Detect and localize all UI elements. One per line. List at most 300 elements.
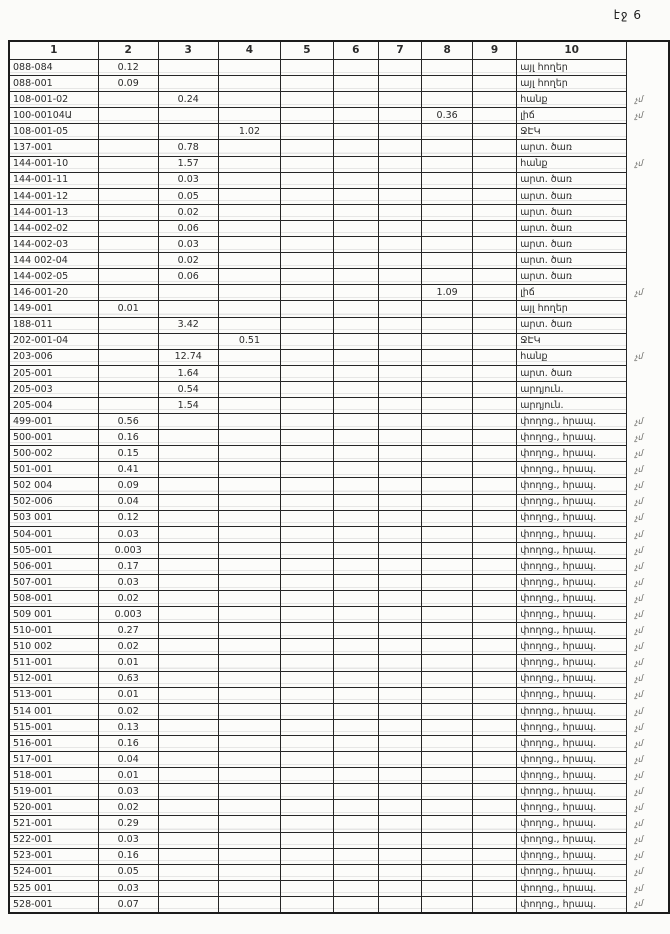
value-cell: [378, 430, 421, 446]
table-row: [9, 735, 669, 751]
parcel-code-cell: 521-001: [9, 816, 98, 832]
value-cell: [158, 880, 218, 896]
margin-note-glyph: չմ: [634, 625, 644, 636]
value-cell: [218, 220, 280, 236]
land-type-cell: արտ. ծառ: [517, 269, 627, 285]
value-cell: [218, 542, 280, 558]
value-cell: [333, 494, 378, 510]
value-cell: [422, 172, 473, 188]
land-type-cell: փողոց., հրապ.: [517, 832, 627, 848]
parcel-code-cell: 088-084: [9, 60, 98, 76]
value-cell: [218, 349, 280, 365]
table-row: [9, 446, 669, 462]
value-cell: [378, 542, 421, 558]
table-row: [9, 172, 669, 188]
land-type-cell: փողոց., հրապ.: [517, 446, 627, 462]
parcel-code-cell: 205-001: [9, 365, 98, 381]
table-row: [9, 156, 669, 172]
handwritten-margin-note: [627, 800, 669, 816]
value-cell: 0.03: [98, 880, 158, 896]
value-cell: [378, 172, 421, 188]
value-cell: [281, 784, 334, 800]
value-cell: 0.02: [98, 639, 158, 655]
handwritten-margin-note: [627, 784, 669, 800]
value-cell: [422, 349, 473, 365]
value-cell: [218, 237, 280, 253]
parcel-code-cell: 507-001: [9, 575, 98, 591]
value-cell: [218, 462, 280, 478]
value-cell: [422, 478, 473, 494]
land-type-cell: արտ. ծառ: [517, 140, 627, 156]
value-cell: [158, 719, 218, 735]
value-cell: [378, 639, 421, 655]
parcel-code-cell: 144-002-03: [9, 237, 98, 253]
value-cell: [281, 591, 334, 607]
land-type-cell: փողոց., հրապ.: [517, 575, 627, 591]
value-cell: [158, 800, 218, 816]
value-cell: [333, 880, 378, 896]
table-row: [9, 639, 669, 655]
value-cell: [378, 397, 421, 413]
value-cell: [98, 156, 158, 172]
handwritten-margin-note: [627, 607, 669, 623]
value-cell: [158, 848, 218, 864]
margin-note-glyph: չմ: [634, 561, 644, 572]
value-cell: [158, 607, 218, 623]
value-cell: [422, 768, 473, 784]
handwritten-margin-note: [627, 92, 669, 108]
value-cell: [378, 237, 421, 253]
handwritten-margin-note: [627, 768, 669, 784]
value-cell: [472, 542, 516, 558]
value-cell: [218, 719, 280, 735]
land-type-cell: արդյուն.: [517, 381, 627, 397]
land-type-cell: հանք: [517, 349, 627, 365]
margin-note-glyph: չմ: [634, 898, 644, 909]
value-cell: [158, 333, 218, 349]
value-cell: [472, 188, 516, 204]
value-cell: [98, 381, 158, 397]
value-cell: [378, 719, 421, 735]
value-cell: [422, 526, 473, 542]
value-cell: [472, 687, 516, 703]
value-cell: [378, 333, 421, 349]
margin-note-glyph: չմ: [634, 480, 644, 491]
parcel-code-cell: 519-001: [9, 784, 98, 800]
value-cell: [218, 381, 280, 397]
parcel-code-cell: 504-001: [9, 526, 98, 542]
value-cell: [378, 60, 421, 76]
value-cell: [281, 462, 334, 478]
value-cell: [472, 768, 516, 784]
value-cell: [472, 414, 516, 430]
value-cell: [218, 558, 280, 574]
land-type-cell: փողոց., հրապ.: [517, 494, 627, 510]
value-cell: 0.01: [98, 655, 158, 671]
value-cell: [422, 494, 473, 510]
parcel-code-cell: 522-001: [9, 832, 98, 848]
land-type-cell: փողոց., հրապ.: [517, 703, 627, 719]
value-cell: [472, 832, 516, 848]
value-cell: [422, 558, 473, 574]
handwritten-margin-note: [627, 575, 669, 591]
handwritten-margin-note: [627, 172, 669, 188]
parcel-code-cell: 523-001: [9, 848, 98, 864]
margin-note-glyph: չմ: [634, 706, 644, 717]
value-cell: [378, 591, 421, 607]
value-cell: 0.36: [422, 108, 473, 124]
parcel-code-cell: 137-001: [9, 140, 98, 156]
value-cell: [333, 140, 378, 156]
value-cell: [378, 92, 421, 108]
value-cell: 0.003: [98, 607, 158, 623]
value-cell: [98, 333, 158, 349]
value-cell: [422, 832, 473, 848]
value-cell: [218, 76, 280, 92]
table-row: [9, 832, 669, 848]
value-cell: [333, 414, 378, 430]
land-type-cell: փողոց., հրապ.: [517, 623, 627, 639]
handwritten-margin-note: [627, 542, 669, 558]
handwritten-margin-note: [627, 462, 669, 478]
margin-note-glyph: չմ: [634, 448, 644, 459]
value-cell: [378, 752, 421, 768]
handwritten-margin-note: [627, 333, 669, 349]
land-type-cell: փողոց., հրապ.: [517, 768, 627, 784]
handwritten-margin-note: [627, 430, 669, 446]
table-body: [9, 60, 669, 913]
value-cell: [281, 816, 334, 832]
column-header-2: 2: [98, 41, 158, 60]
value-cell: [422, 446, 473, 462]
land-type-cell: փողոց., հրապ.: [517, 414, 627, 430]
value-cell: [218, 848, 280, 864]
land-type-cell: լիճ: [517, 108, 627, 124]
value-cell: [281, 124, 334, 140]
value-cell: [422, 124, 473, 140]
table-row: [9, 92, 669, 108]
value-cell: [378, 671, 421, 687]
value-cell: [378, 301, 421, 317]
value-cell: [333, 172, 378, 188]
value-cell: [472, 301, 516, 317]
value-cell: [472, 253, 516, 269]
value-cell: [158, 752, 218, 768]
parcel-code-cell: 499-001: [9, 414, 98, 430]
value-cell: [218, 623, 280, 639]
value-cell: [218, 607, 280, 623]
parcel-code-cell: 505-001: [9, 542, 98, 558]
value-cell: [472, 575, 516, 591]
value-cell: 0.03: [98, 784, 158, 800]
value-cell: [281, 108, 334, 124]
value-cell: [98, 285, 158, 301]
table-row: [9, 60, 669, 76]
value-cell: [472, 92, 516, 108]
value-cell: [378, 381, 421, 397]
value-cell: [98, 253, 158, 269]
value-cell: 0.29: [98, 816, 158, 832]
value-cell: [378, 285, 421, 301]
value-cell: [333, 269, 378, 285]
value-cell: 0.01: [98, 768, 158, 784]
value-cell: [378, 140, 421, 156]
value-cell: [98, 269, 158, 285]
value-cell: [422, 623, 473, 639]
land-type-cell: այլ հողեր: [517, 301, 627, 317]
handwritten-margin-note: [627, 816, 669, 832]
land-type-cell: լիճ: [517, 285, 627, 301]
handwritten-margin-note: [627, 220, 669, 236]
margin-note-glyph: չմ: [634, 867, 644, 877]
value-cell: [333, 397, 378, 413]
value-cell: 3.42: [158, 317, 218, 333]
handwritten-margin-note: [627, 687, 669, 703]
value-cell: 0.16: [98, 848, 158, 864]
column-header-9: 9: [472, 41, 516, 60]
parcel-code-cell: 188-011: [9, 317, 98, 333]
handwritten-margin-note: [627, 623, 669, 639]
value-cell: [378, 687, 421, 703]
value-cell: [422, 301, 473, 317]
land-type-cell: փողոց., հրապ.: [517, 752, 627, 768]
value-cell: 0.01: [98, 687, 158, 703]
land-type-cell: արտ. ծառ: [517, 220, 627, 236]
value-cell: [158, 896, 218, 913]
land-type-cell: փողոց., հրապ.: [517, 687, 627, 703]
value-cell: 1.02: [218, 124, 280, 140]
value-cell: [472, 719, 516, 735]
value-cell: [281, 381, 334, 397]
handwritten-margin-note: [627, 237, 669, 253]
table-row: [9, 687, 669, 703]
margin-note-glyph: չմ: [634, 689, 644, 700]
value-cell: [281, 832, 334, 848]
margin-note-glyph: չմ: [634, 641, 644, 652]
parcel-code-cell: 518-001: [9, 768, 98, 784]
land-type-cell: փողոց., հրապ.: [517, 848, 627, 864]
parcel-code-cell: 506-001: [9, 558, 98, 574]
value-cell: [472, 800, 516, 816]
table-row: [9, 333, 669, 349]
value-cell: 0.13: [98, 719, 158, 735]
value-cell: [333, 253, 378, 269]
value-cell: [378, 832, 421, 848]
value-cell: [422, 333, 473, 349]
handwritten-margin-note: [627, 510, 669, 526]
value-cell: [422, 703, 473, 719]
margin-note-glyph: չմ: [634, 609, 644, 620]
value-cell: [158, 575, 218, 591]
value-cell: [218, 172, 280, 188]
value-cell: 1.54: [158, 397, 218, 413]
value-cell: 0.09: [98, 76, 158, 92]
value-cell: [472, 526, 516, 542]
table-row: [9, 800, 669, 816]
value-cell: [218, 204, 280, 220]
value-cell: [281, 188, 334, 204]
land-type-cell: արտ. ծառ: [517, 188, 627, 204]
handwritten-margin-note: [627, 703, 669, 719]
margin-note-glyph: չմ: [634, 287, 644, 298]
value-cell: [218, 301, 280, 317]
value-cell: [422, 60, 473, 76]
value-cell: [422, 462, 473, 478]
value-cell: [281, 446, 334, 462]
value-cell: [281, 430, 334, 446]
value-cell: [281, 92, 334, 108]
value-cell: [281, 317, 334, 333]
margin-note-glyph: չմ: [634, 834, 644, 845]
header-row: [9, 41, 669, 60]
table-row: [9, 317, 669, 333]
value-cell: 0.24: [158, 92, 218, 108]
margin-column-spacer: [627, 41, 669, 60]
value-cell: 0.02: [158, 204, 218, 220]
value-cell: [281, 558, 334, 574]
column-header-7: 7: [378, 41, 421, 60]
value-cell: [472, 397, 516, 413]
value-cell: [218, 60, 280, 76]
value-cell: [422, 76, 473, 92]
value-cell: [422, 639, 473, 655]
value-cell: [281, 880, 334, 896]
land-type-cell: փողոց., հրապ.: [517, 864, 627, 880]
table-row: [9, 526, 669, 542]
value-cell: 0.78: [158, 140, 218, 156]
value-cell: [422, 237, 473, 253]
land-type-cell: փողոց., հրապ.: [517, 784, 627, 800]
value-cell: [378, 462, 421, 478]
parcel-code-cell: 517-001: [9, 752, 98, 768]
value-cell: [472, 349, 516, 365]
table-row: [9, 365, 669, 381]
value-cell: [378, 784, 421, 800]
value-cell: [98, 140, 158, 156]
table-row: [9, 816, 669, 832]
value-cell: [472, 237, 516, 253]
value-cell: [281, 478, 334, 494]
value-cell: [378, 607, 421, 623]
land-type-cell: փողոց., հրապ.: [517, 526, 627, 542]
value-cell: [281, 237, 334, 253]
value-cell: [158, 542, 218, 558]
value-cell: [333, 639, 378, 655]
value-cell: [218, 510, 280, 526]
value-cell: [378, 478, 421, 494]
handwritten-margin-note: [627, 478, 669, 494]
value-cell: [333, 575, 378, 591]
value-cell: [472, 60, 516, 76]
value-cell: [218, 832, 280, 848]
value-cell: [333, 784, 378, 800]
value-cell: [158, 526, 218, 542]
handwritten-margin-note: [627, 349, 669, 365]
value-cell: 0.02: [98, 800, 158, 816]
value-cell: [378, 623, 421, 639]
column-header-4: 4: [218, 41, 280, 60]
value-cell: [378, 365, 421, 381]
table-row: [9, 478, 669, 494]
value-cell: [422, 542, 473, 558]
value-cell: [98, 220, 158, 236]
land-type-cell: փողոց., հրապ.: [517, 462, 627, 478]
value-cell: [422, 140, 473, 156]
parcel-code-cell: 100-00104Ա: [9, 108, 98, 124]
table-row: [9, 430, 669, 446]
land-type-cell: փողոց., հրապ.: [517, 655, 627, 671]
handwritten-margin-note: [627, 639, 669, 655]
value-cell: [422, 816, 473, 832]
handwritten-margin-note: [627, 156, 669, 172]
value-cell: [378, 816, 421, 832]
value-cell: [378, 800, 421, 816]
parcel-code-cell: 510-001: [9, 623, 98, 639]
value-cell: [333, 220, 378, 236]
value-cell: [98, 397, 158, 413]
value-cell: [472, 735, 516, 751]
value-cell: [158, 414, 218, 430]
value-cell: [333, 735, 378, 751]
table-row: [9, 108, 669, 124]
value-cell: [218, 735, 280, 751]
table-row: [9, 414, 669, 430]
value-cell: [422, 253, 473, 269]
value-cell: [281, 639, 334, 655]
value-cell: [333, 237, 378, 253]
value-cell: [378, 558, 421, 574]
value-cell: [422, 575, 473, 591]
value-cell: 0.05: [158, 188, 218, 204]
parcel-code-cell: 088-001: [9, 76, 98, 92]
parcel-code-cell: 525 001: [9, 880, 98, 896]
table-row: [9, 591, 669, 607]
handwritten-margin-note: [627, 735, 669, 751]
value-cell: [281, 60, 334, 76]
value-cell: [158, 446, 218, 462]
table-row: [9, 220, 669, 236]
value-cell: [333, 462, 378, 478]
table-row: [9, 124, 669, 140]
parcel-code-cell: 515-001: [9, 719, 98, 735]
handwritten-margin-note: [627, 880, 669, 896]
value-cell: [281, 494, 334, 510]
handwritten-margin-note: [627, 365, 669, 381]
value-cell: [218, 285, 280, 301]
table-row: [9, 558, 669, 574]
value-cell: 0.16: [98, 735, 158, 751]
value-cell: [422, 365, 473, 381]
value-cell: [333, 124, 378, 140]
table-row: [9, 768, 669, 784]
land-type-cell: փողոց., հրապ.: [517, 591, 627, 607]
margin-note-glyph: չմ: [634, 94, 644, 105]
value-cell: [158, 301, 218, 317]
value-cell: [378, 896, 421, 913]
value-cell: [422, 752, 473, 768]
value-cell: [333, 591, 378, 607]
value-cell: [422, 381, 473, 397]
value-cell: [218, 92, 280, 108]
value-cell: 12.74: [158, 349, 218, 365]
value-cell: [98, 365, 158, 381]
value-cell: 0.56: [98, 414, 158, 430]
value-cell: [378, 269, 421, 285]
table-row: [9, 349, 669, 365]
value-cell: [158, 285, 218, 301]
value-cell: [422, 220, 473, 236]
value-cell: [472, 816, 516, 832]
